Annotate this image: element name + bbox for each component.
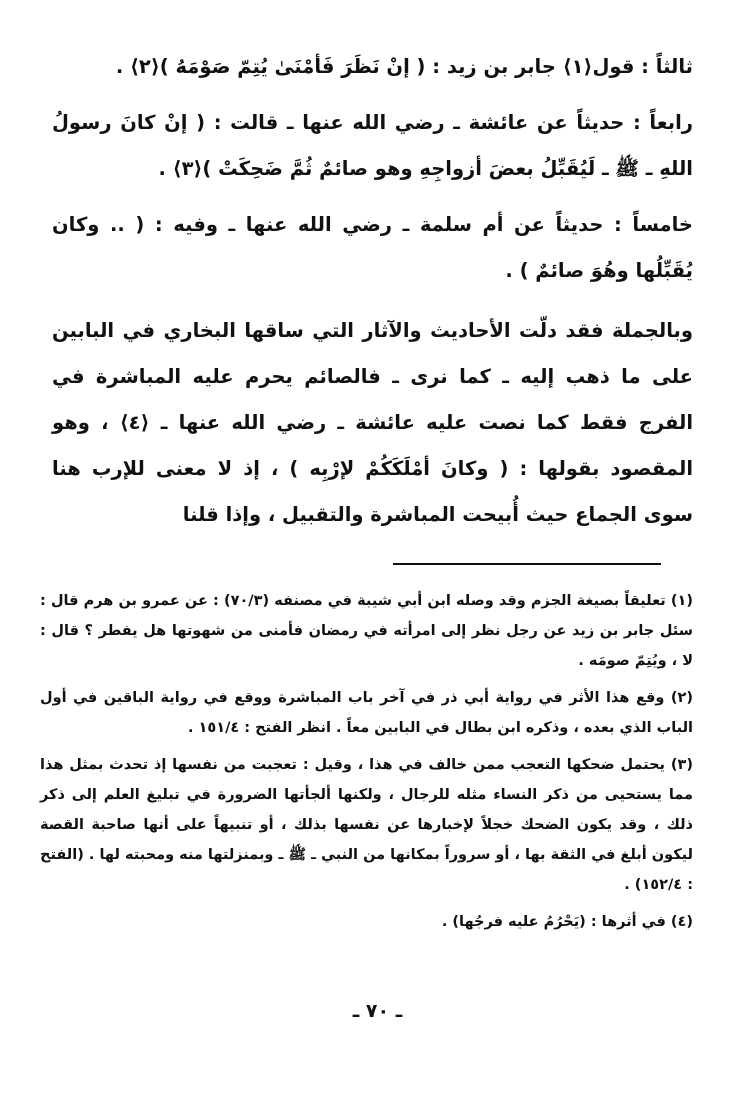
paragraph-fourth: رابعاً : حديثاً عن عائشة ـ رضي الله عنها ـ قالت : ( إنْ كانَ رسولُ اللهِ ـ ﷺ ـ لَيُقَبِّلُ بعضَ أزواجِهِ وهو صائمٌ ثُمَّ ضَحِكَتْ )⟨٣⟩ . (52, 111, 693, 180)
page-number: ـ ٧٠ ـ (352, 1000, 403, 1022)
paragraph-third: ثالثاً : قول⟨١⟩ جابر بن زيد : ( إنْ نَظَرَ فَأمْنَىٰ يُتِمّ صَوْمَهُ )⟨٢⟩ . (115, 55, 693, 78)
footnote-divider (393, 563, 661, 565)
main-text (52, 44, 693, 538)
footnote-3: (٣) يحتمل ضحكها التعجب ممن خالف في هذا ، وقيل : تعجبت من نفسها إذ تحدث بمثل هذا مما يستحيى من ذكر النساء مثله للرجال ، ولكنها ألجأتها الضرورة في تبليغ العلم إلى ذكر ذلك ، وقد يكون الضحك خجلاً لإخبارها عن نفسها بذلك ، أو تنبيهاً على أنها صاحبة القصة ليكون أبلغ في الثقة بها ، أو سروراً بمكانها من النبي ـ ﷺ ـ وبمنزلتها منه ومحبته لها . (الفتح : ١٥٢/٤) . (40, 757, 693, 893)
footnote-4: (٤) في أثرها : (يَحْرُمُ عليه فرجُها) . (441, 914, 693, 930)
footnote-2: (٢) وقع هذا الأثر في رواية أبي ذر في آخر باب المباشرة ووقع في رواية الباقين في أول الباب الذي بعده ، وذكره ابن بطال في البابين معاً . انظر الفتح : ١٥١/٤ . (40, 690, 693, 736)
paragraph-summary: وبالجملة فقد دلّت الأحاديث والآثار التي ساقها البخاري في البابين على ما ذهب إليه ـ كما نرى ـ فالصائم يحرم عليه المباشرة في الفرج فقط كما نصت عليه عائشة ـ رضي الله عنها ـ ⟨٤⟩ ، وهو المقصود بقولها : ( وكانَ أمْلَكَكُمْ لإرْبِه ) ، إذ لا معنى للإرب هنا سوى الجماع حيث أُبيحت المباشرة والتقبيل ، وإذا قلنا (52, 319, 694, 526)
footnotes (40, 586, 693, 944)
footnote-1: (١) تعليقاً بصيغة الجزم وقد وصله ابن أبي شيبة في مصنفه (٧٠/٣) : عن عمرو بن هرم قال : سئل جابر بن زيد عن رجل نظر إلى امرأته في رمضان فأمنى من شهوتها هل يفطر ؟ قال : لا ، ويُتِمّ صومَه . (40, 593, 693, 669)
paragraph-fifth: خامساً : حديثاً عن أم سلمة ـ رضي الله عنها ـ وفيه : ( .. وكان يُقَبِّلُها وهُوَ صائمٌ ) . (52, 213, 693, 282)
